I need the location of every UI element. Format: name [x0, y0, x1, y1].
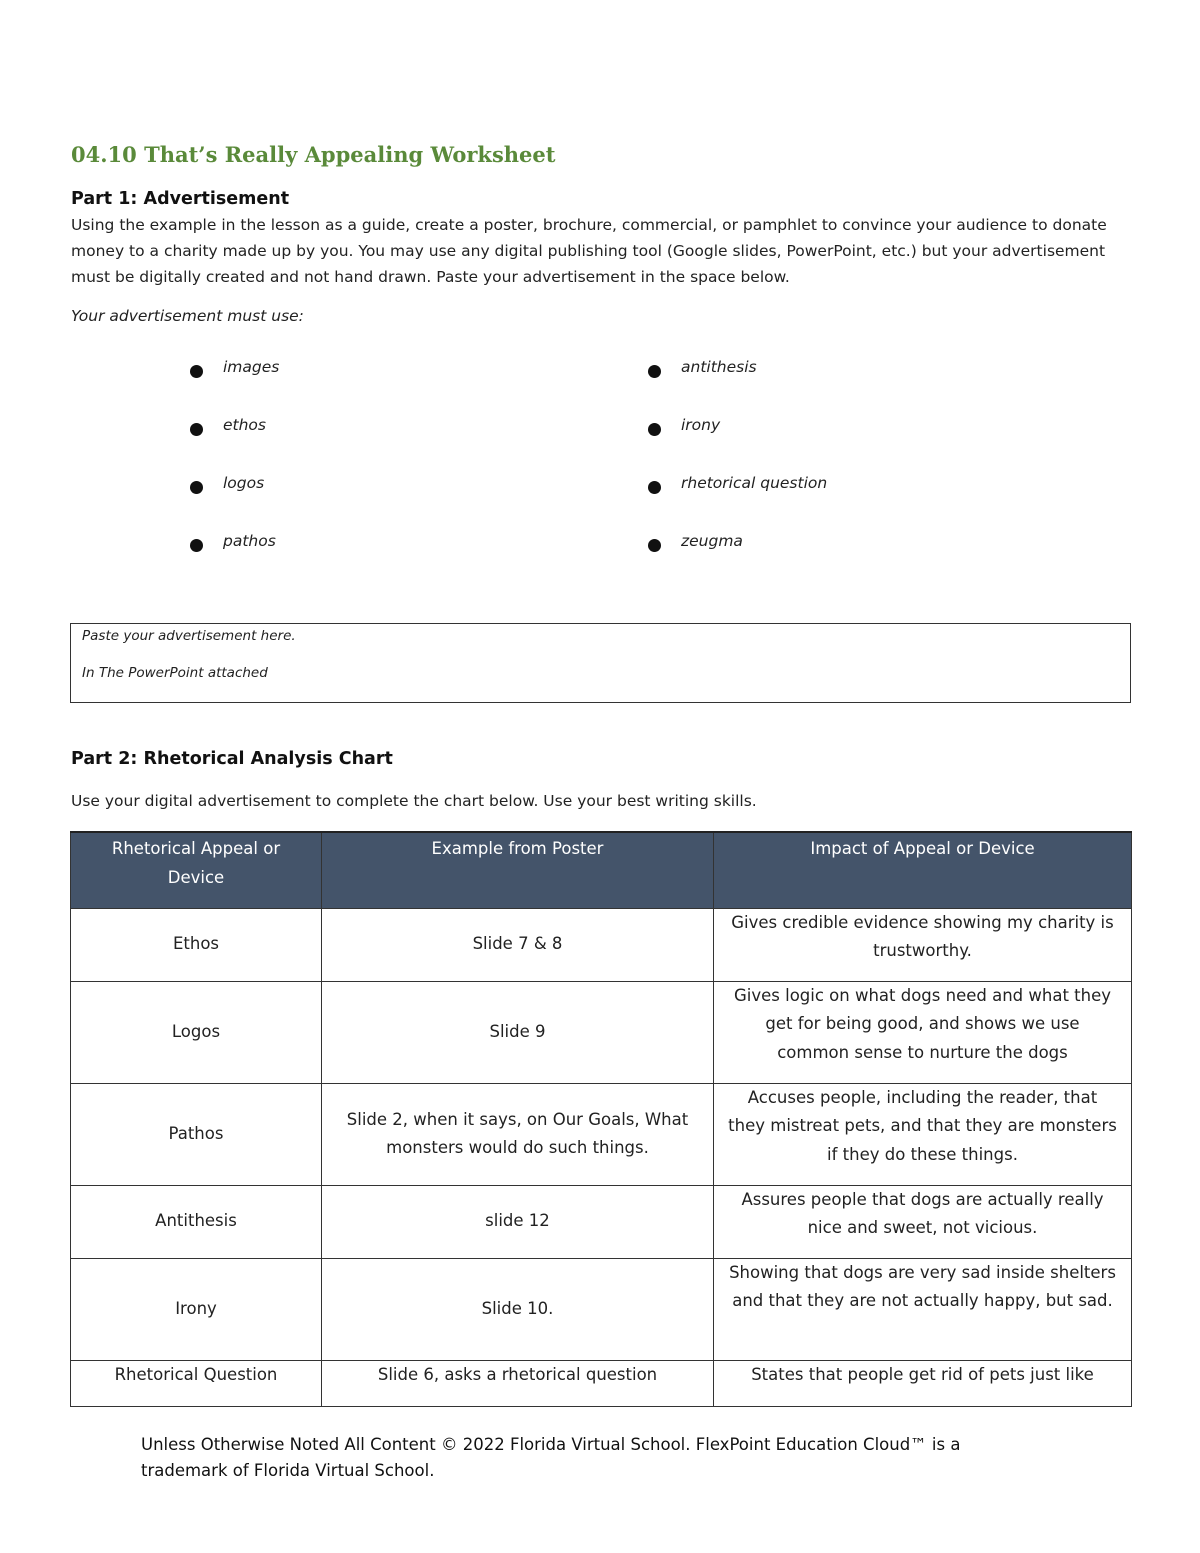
- bullet-icon: [190, 423, 203, 436]
- cell-example[interactable]: Slide 9: [322, 981, 714, 1083]
- table-header-row: [71, 832, 1132, 908]
- rhetorical-analysis-table: [70, 831, 1132, 1407]
- requirements-list-left: [190, 358, 279, 590]
- cell-example[interactable]: Slide 6, asks a rhetorical question: [322, 1360, 714, 1406]
- paste-answer[interactable]: In The PowerPoint attached: [82, 665, 268, 681]
- list-item: rhetorical question: [648, 474, 827, 532]
- bullet-icon: [648, 423, 661, 436]
- header-appeal: Rhetorical Appeal or Device: [71, 832, 322, 908]
- part1-heading: Part 1: Advertisement: [71, 189, 290, 209]
- cell-appeal[interactable]: Logos: [71, 981, 322, 1083]
- list-item: irony: [648, 416, 827, 474]
- must-use-label: Your advertisement must use:: [71, 307, 304, 325]
- table-row: [71, 1185, 1132, 1258]
- cell-example[interactable]: Slide 2, when it says, on Our Goals, What monsters would do such things.: [322, 1083, 714, 1185]
- cell-example[interactable]: Slide 10.: [322, 1258, 714, 1360]
- table-row: [71, 1360, 1132, 1406]
- copyright-footer: Unless Otherwise Noted All Content © 2022 Florida Virtual School. FlexPoint Education Cloud™ is a trademark of Florida Virtual School.: [141, 1435, 961, 1480]
- bullet-icon: [190, 365, 203, 378]
- cell-impact[interactable]: Showing that dogs are very sad inside shelters and that they are not actually happy, but sad.: [714, 1258, 1132, 1360]
- bullet-icon: [648, 365, 661, 378]
- list-item: logos: [190, 474, 279, 532]
- table-row: [71, 908, 1132, 981]
- cell-impact[interactable]: Gives credible evidence showing my charity is trustworthy.: [714, 908, 1132, 981]
- paste-prompt: Paste your advertisement here.: [82, 628, 296, 644]
- cell-impact[interactable]: Assures people that dogs are actually really nice and sweet, not vicious.: [714, 1185, 1132, 1258]
- cell-example[interactable]: Slide 7 & 8: [322, 908, 714, 981]
- part2-instructions: Use your digital advertisement to complete the chart below. Use your best writing skills.: [71, 792, 757, 810]
- bullet-icon: [190, 539, 203, 552]
- table-row: [71, 981, 1132, 1083]
- cell-impact[interactable]: Gives logic on what dogs need and what they get for being good, and shows we use common sense to nurture the dogs: [714, 981, 1132, 1083]
- cell-example[interactable]: slide 12: [322, 1185, 714, 1258]
- list-item: ethos: [190, 416, 279, 474]
- bullet-icon: [648, 481, 661, 494]
- header-example: Example from Poster: [322, 832, 714, 908]
- requirements-list-right: [648, 358, 827, 590]
- cell-impact[interactable]: Accuses people, including the reader, that they mistreat pets, and that they are monsters if they do these things.: [714, 1083, 1132, 1185]
- list-item: images: [190, 358, 279, 416]
- part1-instructions: Using the example in the lesson as a guide, create a poster, brochure, commercial, or pamphlet to convince your audience to donate money to a charity made up by you. You may use any digital publishing tool (Google slides, PowerPoint, etc.) but your advertisement must be digitally created and not hand drawn. Paste your advertisement in the space below.: [71, 216, 1107, 286]
- cell-impact[interactable]: States that people get rid of pets just like: [714, 1360, 1132, 1406]
- cell-appeal[interactable]: Antithesis: [71, 1185, 322, 1258]
- table-row: [71, 1258, 1132, 1360]
- cell-appeal[interactable]: Ethos: [71, 908, 322, 981]
- table-row: [71, 1083, 1132, 1185]
- cell-appeal[interactable]: Rhetorical Question: [71, 1360, 322, 1406]
- cell-appeal[interactable]: Pathos: [71, 1083, 322, 1185]
- worksheet-title: 04.10 That’s Really Appealing Worksheet: [71, 142, 556, 167]
- bullet-icon: [648, 539, 661, 552]
- bullet-icon: [190, 481, 203, 494]
- advertisement-paste-box[interactable]: [70, 623, 1131, 703]
- list-item: pathos: [190, 532, 279, 590]
- header-impact: Impact of Appeal or Device: [714, 832, 1132, 908]
- list-item: antithesis: [648, 358, 827, 416]
- list-item: zeugma: [648, 532, 827, 590]
- cell-appeal[interactable]: Irony: [71, 1258, 322, 1360]
- part2-heading: Part 2: Rhetorical Analysis Chart: [71, 749, 393, 769]
